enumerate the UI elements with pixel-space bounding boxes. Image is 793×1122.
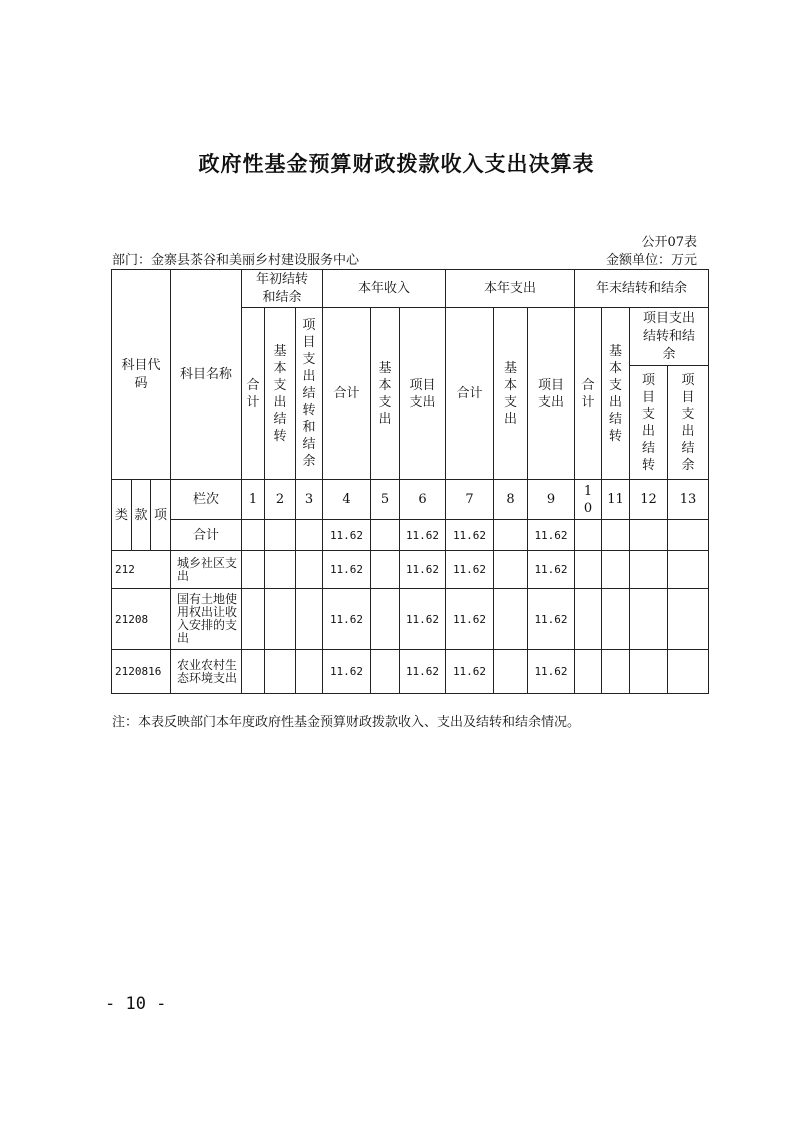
- table-cell: [296, 589, 323, 650]
- table-cell: [371, 520, 400, 551]
- table-cell: [265, 551, 296, 589]
- header-begin-basic: 基本支出结转: [265, 308, 296, 480]
- column-number: 13: [668, 480, 709, 520]
- table-cell: [630, 589, 668, 650]
- header-expense-total: 合计: [446, 308, 494, 480]
- page-title: 政府性基金预算财政拨款收入支出决算表: [198, 151, 595, 176]
- table-cell: [371, 551, 400, 589]
- table-cell: [265, 520, 296, 551]
- table-cell: [265, 589, 296, 650]
- unit-label: 金额单位：万元: [605, 253, 697, 268]
- header-group-expense: 本年支出: [446, 270, 575, 308]
- column-number: 6: [400, 480, 446, 520]
- header-subject-code: 科目代码: [112, 270, 171, 480]
- table-cell: [575, 650, 602, 694]
- table-cell: [575, 589, 602, 650]
- table-cell: 11.62: [323, 520, 371, 551]
- header-end-total: 合计: [575, 308, 602, 480]
- table-cell: [494, 589, 528, 650]
- table-cell: 11.62: [446, 650, 494, 694]
- header-xiang: 项: [151, 480, 171, 551]
- header-expense-project: 项目支出: [528, 308, 575, 480]
- header-group-begin: 年初结转和结余: [242, 270, 323, 308]
- footnote: 注：本表反映部门本年度政府性基金预算财政拨款收入、支出及结转和结余情况。: [112, 715, 581, 730]
- table-cell: [296, 650, 323, 694]
- subject-code: 212: [112, 551, 171, 589]
- table-cell: [371, 650, 400, 694]
- table-cell: 11.62: [323, 650, 371, 694]
- column-number: 3: [296, 480, 323, 520]
- table-cell: [242, 551, 265, 589]
- page-number: - 10 -: [105, 994, 167, 1014]
- header-begin-total: 合计: [242, 308, 265, 480]
- table-cell: [602, 589, 630, 650]
- table-cell: [602, 551, 630, 589]
- column-number: 4: [323, 480, 371, 520]
- table-cell: [668, 650, 709, 694]
- header-end-project-group: 项目支出结转和结余: [630, 308, 709, 366]
- table-cell: [575, 551, 602, 589]
- table-cell: 11.62: [446, 551, 494, 589]
- table-row-total: [112, 520, 709, 551]
- header-end-project-surplus: 项目支出结余: [668, 366, 709, 480]
- table-cell: [575, 520, 602, 551]
- header-group-income: 本年收入: [323, 270, 446, 308]
- header-expense-basic: 基本支出: [494, 308, 528, 480]
- table-cell: [494, 650, 528, 694]
- header-end-basic: 基本支出结转: [602, 308, 630, 480]
- table-cell: 11.62: [400, 589, 446, 650]
- header-end-project-carry: 项目支出结转: [630, 366, 668, 480]
- header-income-basic: 基本支出: [371, 308, 400, 480]
- column-number: 1: [242, 480, 265, 520]
- table-cell: 11.62: [323, 589, 371, 650]
- column-number: 5: [371, 480, 400, 520]
- column-number: 2: [265, 480, 296, 520]
- header-kuan: 款: [132, 480, 151, 551]
- table-cell: [630, 650, 668, 694]
- table-cell: [668, 520, 709, 551]
- budget-table: [111, 269, 709, 694]
- table-cell: 11.62: [528, 551, 575, 589]
- table-cell: [371, 589, 400, 650]
- table-cell: [242, 520, 265, 551]
- table-cell: [296, 520, 323, 551]
- header-begin-project: 项目支出结转和结余: [296, 308, 323, 480]
- header-subject-name: 科目名称: [171, 270, 242, 480]
- table-row: [112, 551, 709, 589]
- table-cell: 11.62: [400, 551, 446, 589]
- subject-code: 2120816: [112, 650, 171, 694]
- table-cell: 11.62: [528, 650, 575, 694]
- table-cell: [296, 551, 323, 589]
- header-group-end: 年末结转和结余: [575, 270, 709, 308]
- header-income-total: 合计: [323, 308, 371, 480]
- subject-name: 农业农村生态环境支出: [171, 650, 242, 694]
- table-cell: 11.62: [446, 589, 494, 650]
- table-cell: [668, 551, 709, 589]
- table-cell: 11.62: [446, 520, 494, 551]
- table-cell: [668, 589, 709, 650]
- table-cell: 11.62: [400, 650, 446, 694]
- column-number: 7: [446, 480, 494, 520]
- table-cell: [265, 650, 296, 694]
- table-cell: [242, 589, 265, 650]
- table-cell: [630, 520, 668, 551]
- form-number: 公开07表: [641, 235, 697, 250]
- column-number: 11: [602, 480, 630, 520]
- subject-code: 21208: [112, 589, 171, 650]
- column-number: 10: [575, 480, 602, 520]
- header-lei: 类: [112, 480, 132, 551]
- table-cell: [494, 520, 528, 551]
- column-number: 12: [630, 480, 668, 520]
- table-cell: [242, 650, 265, 694]
- table-cell: [602, 520, 630, 551]
- table-row: [112, 589, 709, 650]
- header-income-project: 项目支出: [400, 308, 446, 480]
- table-cell: [602, 650, 630, 694]
- table-cell: [494, 551, 528, 589]
- column-number: 9: [528, 480, 575, 520]
- department-label: 部门：金寨县茶谷和美丽乡村建设服务中心: [112, 253, 360, 268]
- table-row: [112, 650, 709, 694]
- table-cell: 11.62: [400, 520, 446, 551]
- table-cell: 11.62: [528, 589, 575, 650]
- table-cell: 11.62: [323, 551, 371, 589]
- total-label: 合计: [171, 520, 242, 551]
- subject-name: 国有土地使用权出让收入安排的支出: [171, 589, 242, 650]
- column-number: 8: [494, 480, 528, 520]
- table-cell: [630, 551, 668, 589]
- table-cell: 11.62: [528, 520, 575, 551]
- header-column-no: 栏次: [171, 480, 242, 520]
- subject-name: 城乡社区支出: [171, 551, 242, 589]
